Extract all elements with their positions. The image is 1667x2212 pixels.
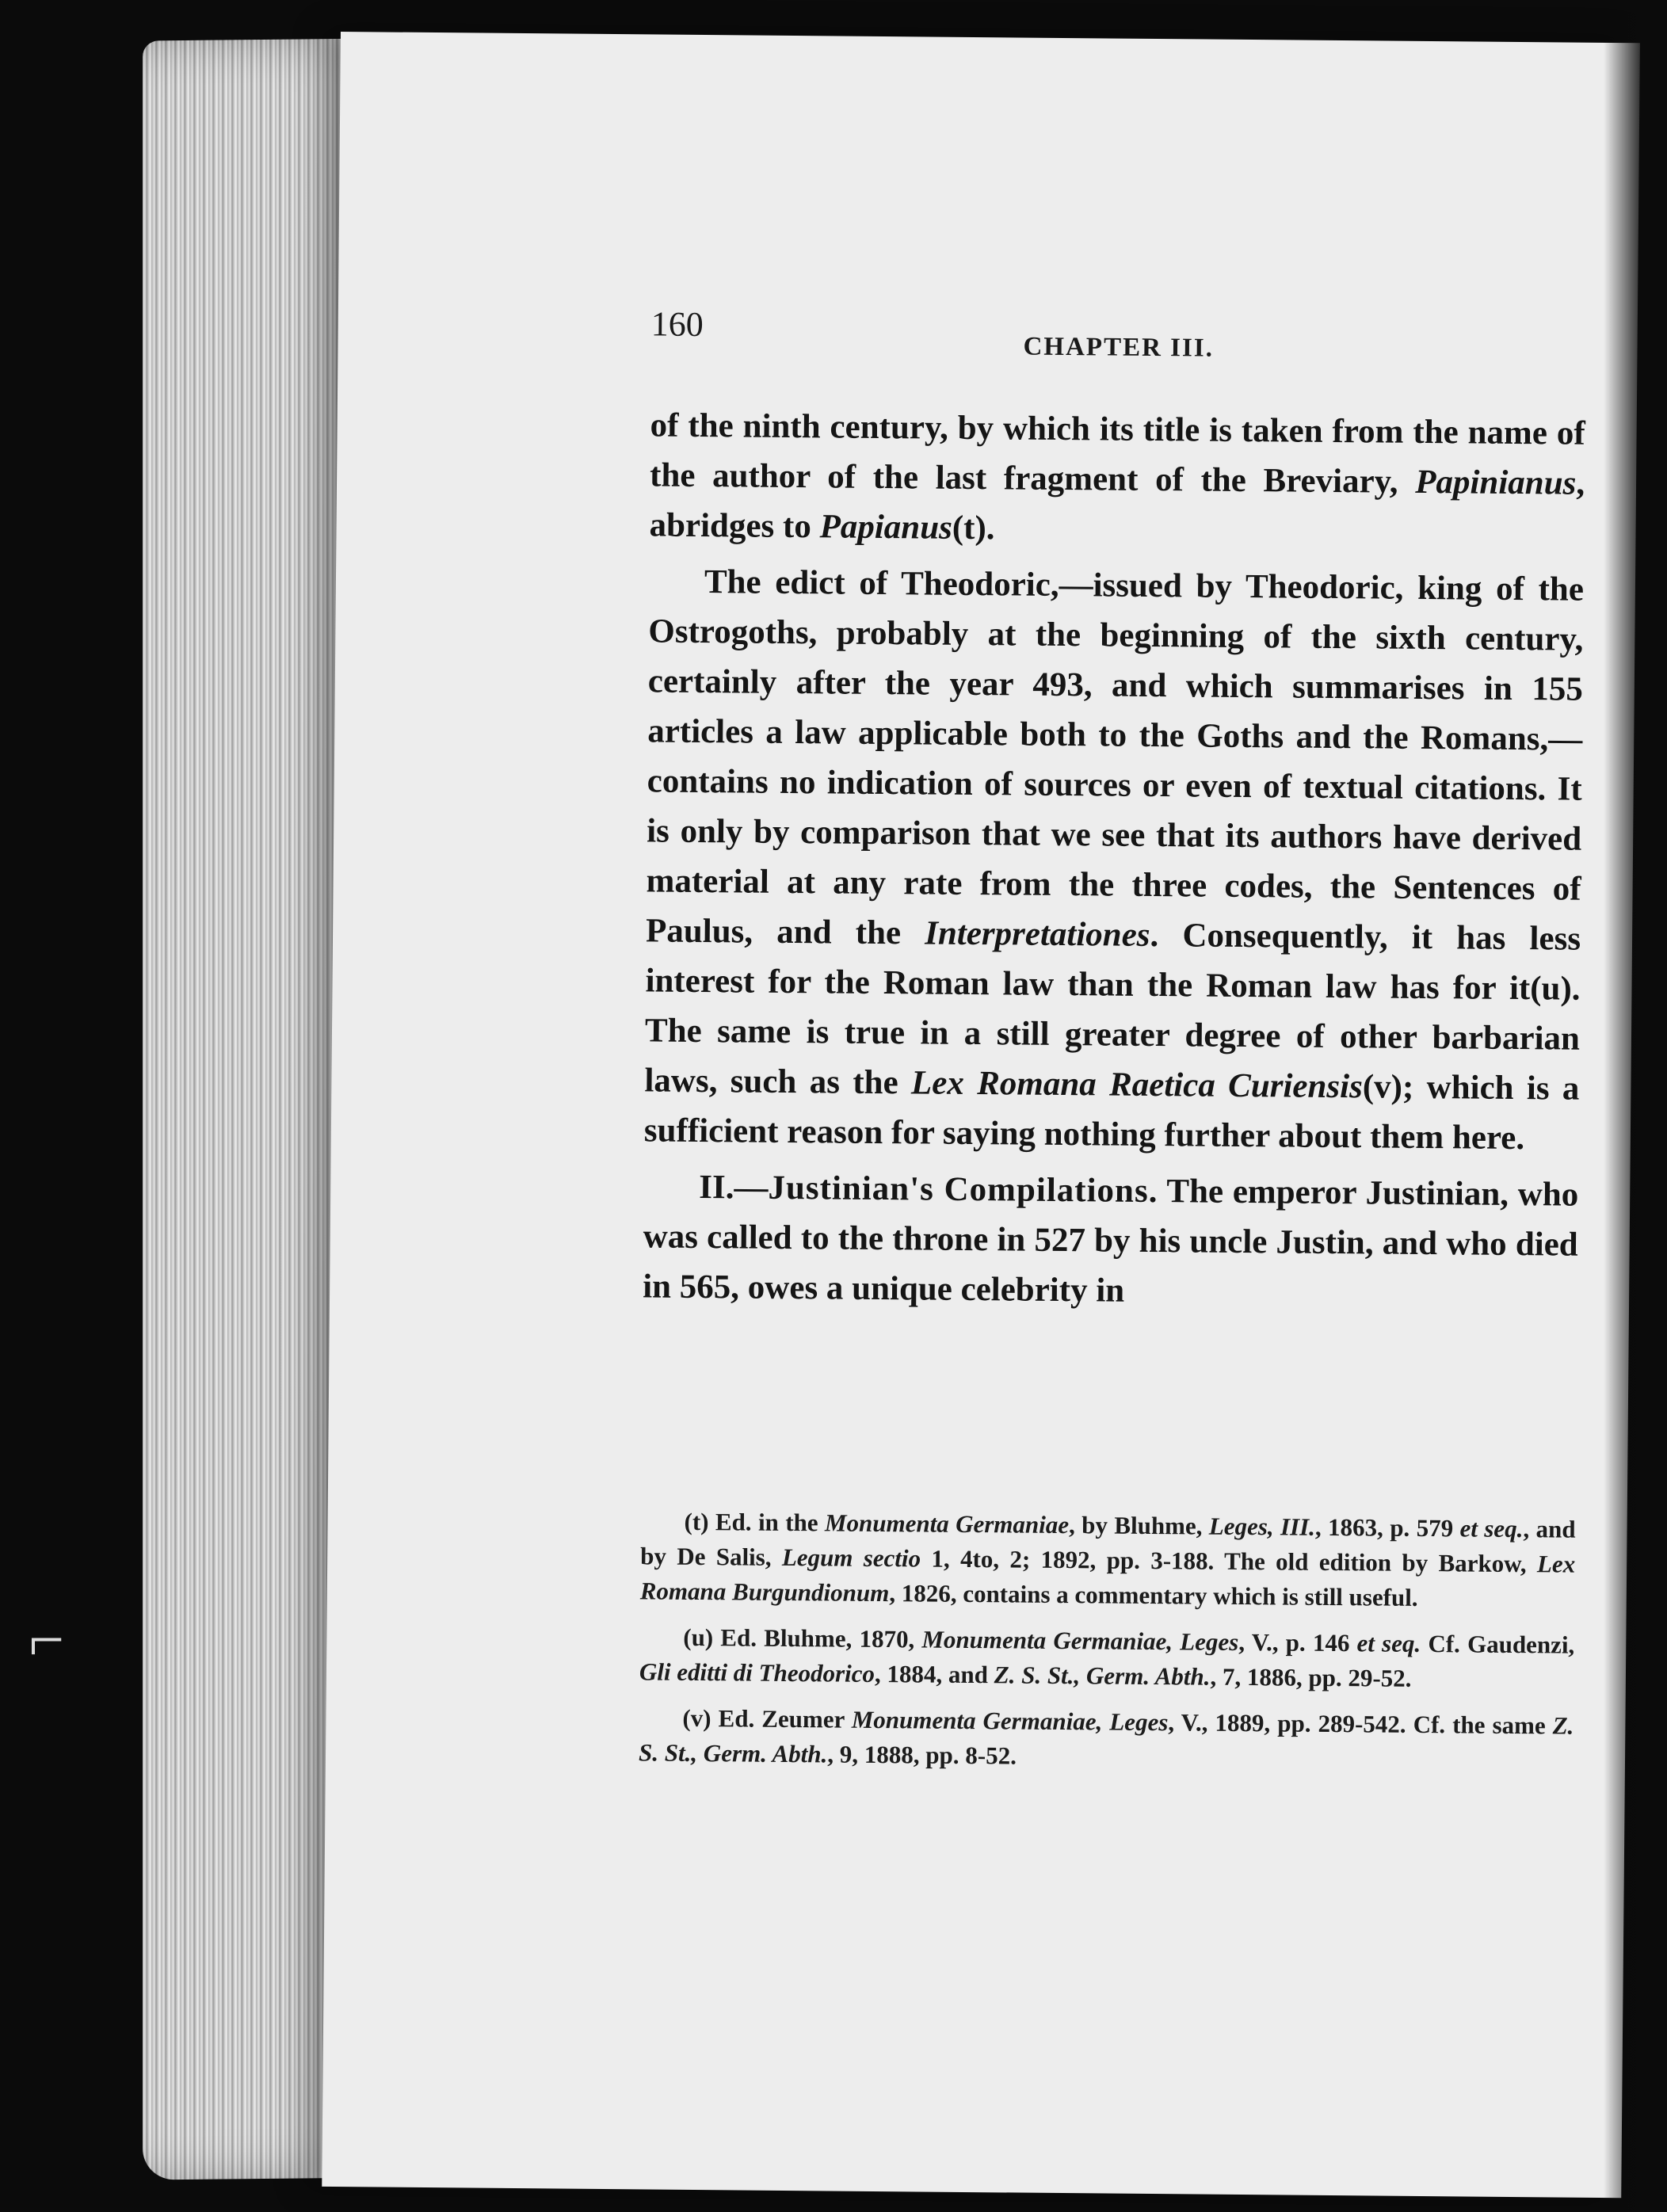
footnote-u: (u) Ed. Bluhme, 1870, Monumenta Germaniae, Leges, V., p. 146 et seq. Cf. Gaudenzi, Gli editti di Theodorico, 1884, and Z. S. St., Germ. Abth., 7, 1886, pp. 29-52. (639, 1623, 1575, 1692)
paragraph-3: II.—Justinian's Compilations. The emperor Justinian, who was called to the throne in 527 by his uncle Justin, and who died in 565, owes a unique celebrity in (642, 1169, 1579, 1310)
book-page (322, 32, 1640, 2198)
right-edge-shadow (1604, 0, 1667, 2212)
footnote-v: (v) Ed. Zeumer Monumenta Germaniae, Leges, V., 1889, pp. 289-542. Cf. the same Z. S. St., Germ. Abth., 9, 1888, pp. 8-52. (638, 1703, 1574, 1770)
body-text (643, 400, 1585, 1319)
footnote-t: (t) Ed. in the Monumenta Germaniae, by Bluhme, Leges, III., 1863, p. 579 et seq., and by De Salis, Legum sectio 1, 4to, 2; 1892, pp. 3-188. The old edition by Barkow, Lex Romana Burgundionum, 1826, contains a commentary which is still useful. (639, 1507, 1576, 1611)
section-heading: Justinian's Compilations. (768, 1169, 1158, 1211)
footnotes (639, 1504, 1576, 1789)
margin-mark-icon: ⌐ (29, 1605, 65, 1675)
paragraph-1: of the ninth century, by which its title is taken from the name of the author of the last fragment of the Breviary, Papinianus, abridges to Papianus(t). (649, 406, 1585, 547)
page-number: 160 (650, 304, 704, 345)
page-header (650, 303, 1562, 375)
paragraph-2: The edict of Theodoric,—issued by Theodoric, king of the Ostrogoths, probably at the beginning of the sixth century, certainly after the year 493, and which summarises in 155 articles a law applicable both to the Goths and the Romans,—contains no indication of sources or even of textual citations. It is only by comparison that we see that its authors have derived material at any rate from the three codes, the Sentences of Paulus, and the Interpretationes. Consequently, it has less interest for the Roman law than the Roman law has for it(u). The same is true in a still greater degree of other barbarian laws, such as the Lex Romana Raetica Curiensis(v); which is a sufficient reason for saying nothing further about them here. (643, 563, 1585, 1157)
chapter-title: CHAPTER III. (1023, 332, 1215, 363)
